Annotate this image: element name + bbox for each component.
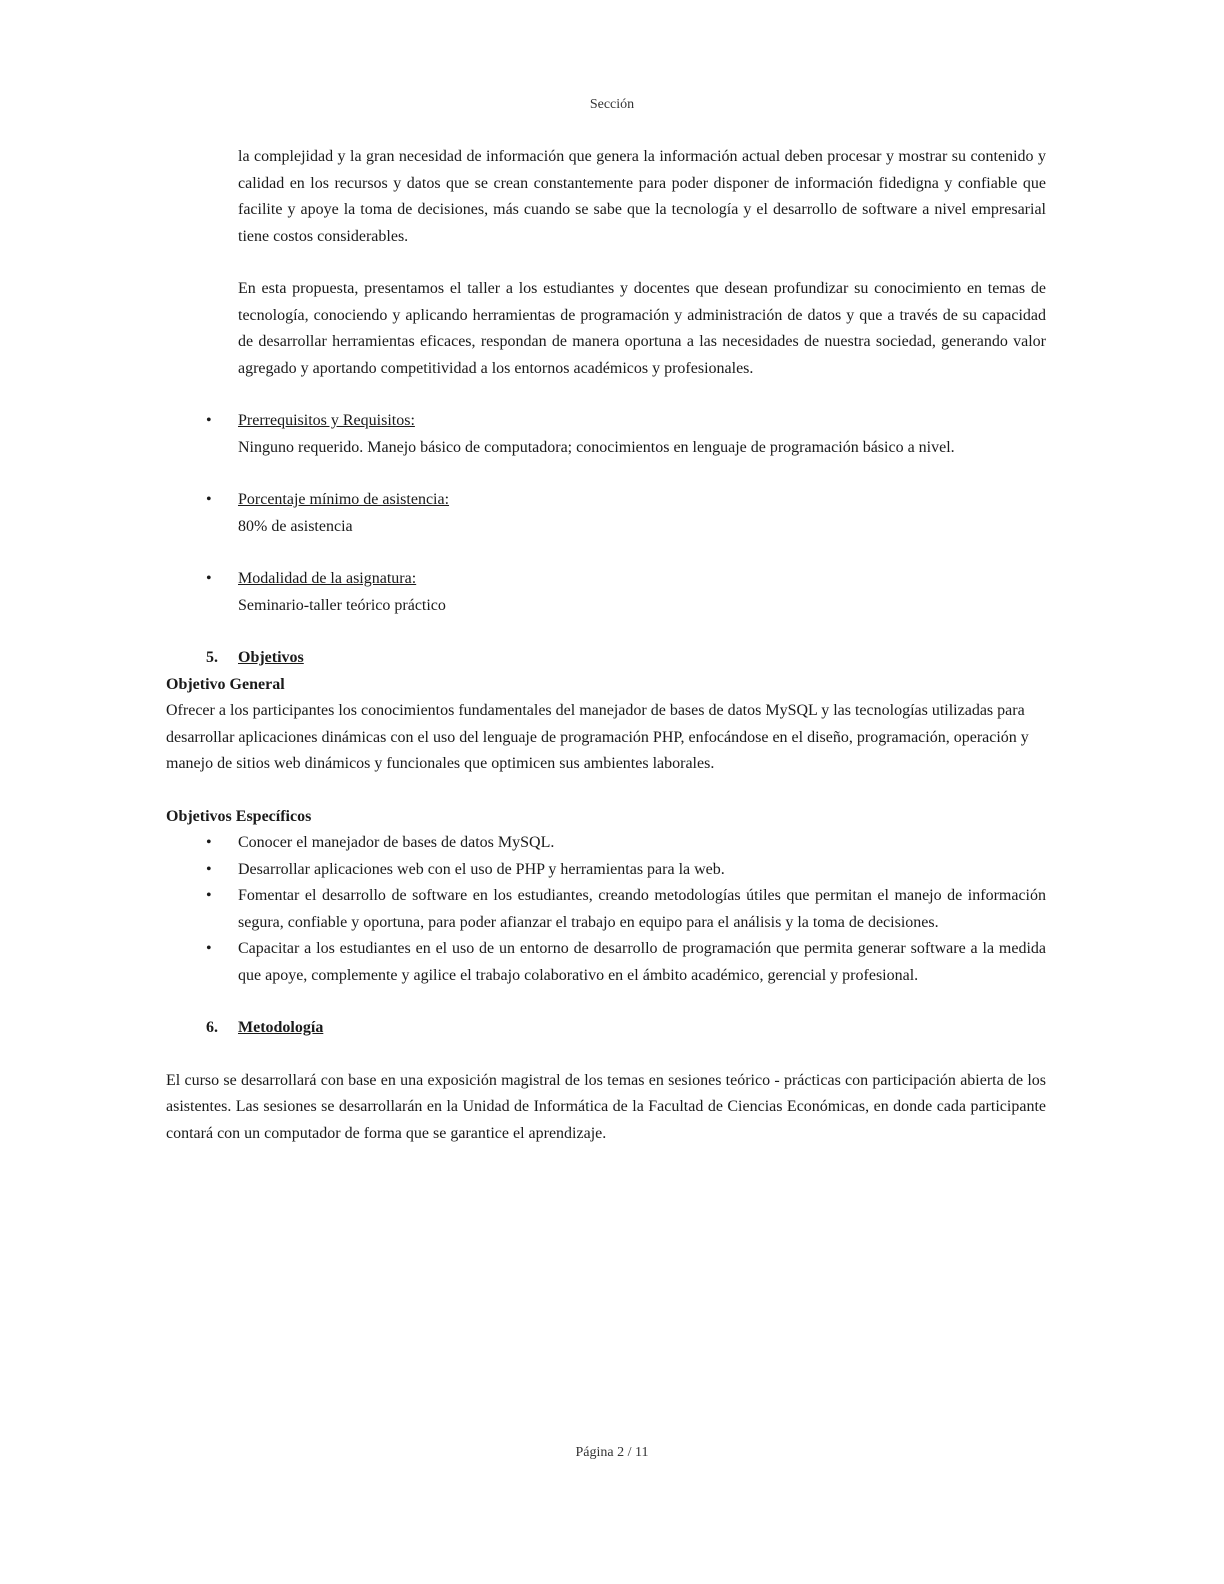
intro-paragraph-2: En esta propuesta, presentamos el taller a los estudiantes y docentes que desean profundizar su conocimiento en temas de tecnología, conociendo y aplicando herramientas de programación y administración de datos y que a través de su capacidad de desarrollar herramientas eficaces, respondan de manera oportuna a las necesidades de nuestra sociedad, generando valor agregado y aportando competitividad a los entornos académicos y profesionales.: [238, 280, 1046, 377]
bullet-icon: •: [206, 570, 212, 587]
bullet-icon: •: [206, 491, 212, 508]
list-item: [166, 857, 1046, 884]
general-objective-heading: Objetivo General: [166, 675, 285, 693]
section-label: Metodología: [238, 1019, 324, 1036]
methodology-text: El curso se desarrollará con base en una exposición magistral de los temas en sesiones teórico - prácticas con participación abierta de los asistentes. Las sesiones se desarrollarán en la Unidad de Informática de la Facultad de Ciencias Económicas, en donde cada participante contará con un computador de forma que se garantice el aprendizaje.: [166, 1071, 1046, 1142]
section-label: Objetivos: [238, 649, 304, 666]
bullet-icon: •: [206, 940, 212, 957]
list-item: [166, 883, 1046, 936]
bullet-body: Seminario-taller teórico práctico: [238, 596, 446, 614]
general-objective-text: Ofrecer a los participantes los conocimientos fundamentales del manejador de bases de datos MySQL y las tecnologías utilizadas para desarrollar aplicaciones dinámicas con el uso del lenguaje de programación PHP, enfocándose en el diseño, programación, operación y manejo de sitios web dinámicos y funcionales que optimicen sus ambientes laborales.: [166, 702, 1029, 772]
specific-objectives-heading: Objetivos Específicos: [166, 807, 312, 825]
specific-objectives-list: [166, 830, 1046, 989]
list-item: [166, 830, 1046, 857]
bullet-icon: •: [206, 412, 212, 429]
list-item-text: Desarrollar aplicaciones web con el uso de PHP y herramientas para la web.: [238, 860, 725, 878]
intro-paragraph-1: la complejidad y la gran necesidad de información que genera la información actual deben procesar y mostrar su contenido y calidad en los recursos y datos que se crean constantemente para poder disponer de información fidedigna y confiable que facilite y apoye la toma de decisiones, más cuando se sabe que la tecnología y el desarrollo de software a nivel empresarial tiene costos considerables.: [238, 148, 1046, 245]
bullet-attendance: [166, 487, 1046, 540]
page-footer: Página 2 / 11: [575, 1445, 649, 1460]
bullet-modality: [166, 566, 1046, 619]
list-item-text: Fomentar el desarrollo de software en los estudiantes, creando metodologías útiles que permitan el manejo de información segura, confiable y oportuna, para poder afianzar el trabajo en equipo para el análisis y la toma de decisiones.: [238, 887, 1046, 931]
page-header: Sección: [589, 97, 635, 112]
section-number: 5.: [206, 649, 218, 666]
section-heading-objectives: [166, 645, 1046, 672]
bullet-prerequisites: [166, 408, 1046, 461]
document-body: [166, 144, 1046, 1147]
bullet-title: Prerrequisitos y Requisitos:: [238, 412, 415, 429]
list-item: [166, 936, 1046, 989]
section-number: 6.: [206, 1019, 218, 1036]
bullet-body: 80% de asistencia: [238, 517, 353, 535]
bullet-body: Ninguno requerido. Manejo básico de computadora; conocimientos en lenguaje de programación básico a nivel.: [238, 438, 955, 456]
list-item-text: Conocer el manejador de bases de datos MySQL.: [238, 834, 555, 851]
bullet-title: Porcentaje mínimo de asistencia:: [238, 491, 450, 508]
bullet-icon: •: [206, 860, 212, 878]
bullet-title: Modalidad de la asignatura:: [238, 570, 417, 587]
bullet-icon: •: [206, 834, 212, 851]
bullet-icon: •: [206, 887, 212, 904]
list-item-text: Capacitar a los estudiantes en el uso de un entorno de desarrollo de programación que permita generar software a la medida que apoye, complemente y agilice el trabajo colaborativo en el ámbito académico, gerencial y profesional.: [238, 940, 1046, 984]
section-heading-methodology: [166, 1015, 1046, 1042]
